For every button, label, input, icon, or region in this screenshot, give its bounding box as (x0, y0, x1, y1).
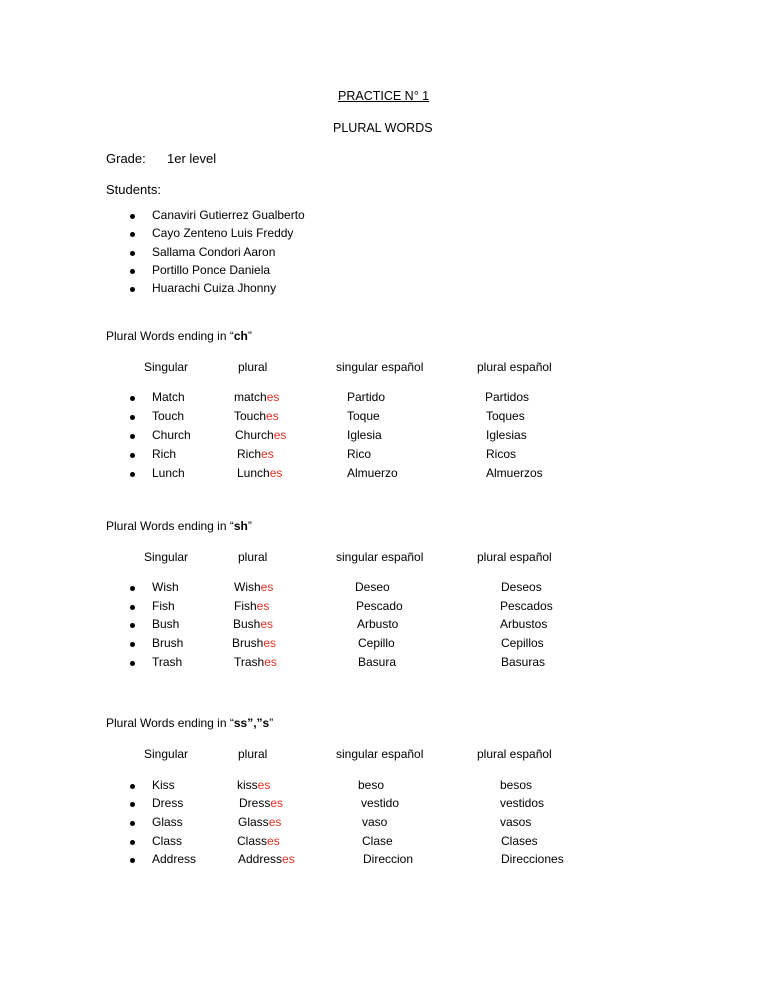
bullet-icon (130, 232, 135, 237)
word-singular: Dress (152, 796, 184, 810)
section-title-ending: sh (233, 519, 248, 533)
word-plural (233, 617, 273, 631)
word-plural-es: Clases (501, 834, 538, 848)
word-singular-es: Rico (347, 447, 372, 461)
column-header-singular-es: singular español (336, 550, 424, 564)
word-plural (234, 390, 279, 404)
word-plural-es: Toques (486, 409, 525, 423)
plural-ending: es (269, 466, 283, 480)
section-title (106, 329, 252, 343)
word-plural (234, 409, 279, 423)
bullet-icon (130, 605, 135, 610)
word-plural (238, 852, 295, 866)
plural-stem: Trash (234, 655, 265, 669)
word-singular-es: beso (358, 778, 385, 792)
word-singular: Kiss (152, 778, 175, 792)
column-header-plural-es: plural español (477, 360, 552, 374)
plural-ending: es (266, 390, 280, 404)
student-name: Huarachi Cuiza Jhonny (152, 281, 277, 295)
word-plural (234, 655, 277, 669)
topic-title: PLURAL WORDS (333, 121, 433, 135)
word-plural-es: Basuras (501, 655, 546, 669)
bullet-icon (130, 642, 135, 647)
word-singular: Rich (152, 447, 177, 461)
word-plural (237, 834, 280, 848)
practice-title: PRACTICE N° 1 (338, 89, 430, 103)
section-title-suffix: ” (269, 716, 274, 730)
column-header-plural-es: plural español (477, 747, 552, 761)
plural-stem: Class (237, 834, 268, 848)
plural-ending: es (256, 599, 270, 613)
plural-ending: es (282, 852, 295, 866)
word-plural-es: Direcciones (501, 852, 564, 866)
word-singular-es: Cepillo (358, 636, 395, 650)
word-singular-es: vestido (361, 796, 400, 810)
word-singular-es: Almuerzo (347, 466, 398, 480)
student-name: Cayo Zenteno Luis Freddy (152, 226, 294, 240)
word-plural-es: Pescados (500, 599, 553, 613)
plural-stem: Church (235, 428, 274, 442)
bullet-icon (130, 858, 135, 863)
word-singular: Address (152, 852, 197, 866)
plural-ending: es (268, 815, 282, 829)
students-label: Students: (106, 182, 161, 197)
word-singular: Fish (152, 599, 175, 613)
word-singular-es: vaso (362, 815, 388, 829)
bullet-icon (130, 396, 135, 401)
bullet-icon (130, 269, 135, 274)
section-title-ending: ch (233, 329, 248, 343)
section-title (106, 716, 273, 730)
column-header-plural-es: plural español (477, 550, 552, 564)
student-name: Canaviri Gutierrez Gualberto (152, 208, 305, 222)
plural-stem: Address (238, 852, 283, 866)
plural-stem: Dress (239, 796, 271, 810)
student-name: Sallama Condori Aaron (152, 245, 276, 259)
word-plural-es: Deseos (501, 580, 542, 594)
section-title-prefix: Plural Words ending in “ (106, 329, 234, 343)
bullet-icon (130, 214, 135, 219)
word-plural (239, 796, 283, 810)
word-singular: Class (152, 834, 183, 848)
grade-label: Grade: (106, 151, 146, 166)
bullet-icon (130, 784, 135, 789)
bullet-icon (130, 821, 135, 826)
section-title (106, 519, 252, 533)
word-plural-es: Arbustos (500, 617, 548, 631)
word-plural-es: Almuerzos (486, 466, 543, 480)
word-plural (234, 599, 269, 613)
word-plural (234, 580, 273, 594)
plural-ending: es (260, 580, 274, 594)
plural-stem: Bush (233, 617, 261, 631)
word-plural-es: Iglesias (486, 428, 527, 442)
word-plural-es: Cepillos (501, 636, 544, 650)
word-plural (237, 778, 270, 792)
bullet-icon (130, 251, 135, 256)
bullet-icon (130, 661, 135, 666)
bullet-icon (130, 586, 135, 591)
plural-ending: es (270, 796, 284, 810)
bullet-icon (130, 840, 135, 845)
column-header-singular: Singular (144, 747, 189, 761)
plural-stem: Rich (237, 447, 262, 461)
word-singular-es: Basura (358, 655, 397, 669)
word-singular: Match (152, 390, 185, 404)
word-plural (237, 447, 274, 461)
bullet-icon (130, 623, 135, 628)
word-singular-es: Clase (362, 834, 393, 848)
word-plural (237, 466, 282, 480)
column-header-singular-es: singular español (336, 360, 424, 374)
bullet-icon (130, 472, 135, 477)
word-singular-es: Partido (347, 390, 386, 404)
word-singular: Brush (152, 636, 184, 650)
bullet-icon (130, 415, 135, 420)
column-header-singular: Singular (144, 550, 189, 564)
word-singular: Lunch (152, 466, 185, 480)
plural-stem: Brush (232, 636, 264, 650)
word-singular-es: Direccion (363, 852, 414, 866)
word-singular: Trash (152, 655, 183, 669)
word-singular: Church (152, 428, 191, 442)
plural-ending: es (261, 447, 274, 461)
column-header-plural: plural (238, 747, 268, 761)
word-singular-es: Arbusto (357, 617, 399, 631)
plural-stem: Glass (238, 815, 269, 829)
column-header-plural: plural (238, 360, 268, 374)
plural-ending: es (273, 428, 287, 442)
section-title-prefix: Plural Words ending in “ (106, 519, 234, 533)
column-header-singular: Singular (144, 360, 189, 374)
bullet-icon (130, 434, 135, 439)
plural-ending: es (260, 617, 274, 631)
word-singular: Wish (152, 580, 179, 594)
plural-stem: Touch (234, 409, 267, 423)
word-singular: Glass (152, 815, 183, 829)
word-singular: Bush (152, 617, 180, 631)
bullet-icon (130, 802, 135, 807)
plural-ending: es (266, 409, 279, 423)
word-plural (232, 636, 276, 650)
word-plural-es: vasos (500, 815, 532, 829)
grade-value: 1er level (167, 151, 217, 166)
plural-stem: kiss (237, 778, 258, 792)
plural-ending: es (257, 778, 271, 792)
plural-ending: es (267, 834, 280, 848)
column-header-singular-es: singular español (336, 747, 424, 761)
student-name: Portillo Ponce Daniela (152, 263, 271, 277)
plural-stem: Lunch (237, 466, 270, 480)
plural-stem: Wish (234, 580, 261, 594)
bullet-icon (130, 453, 135, 458)
word-plural-es: vestidos (500, 796, 545, 810)
word-singular: Touch (152, 409, 185, 423)
word-plural (235, 428, 286, 442)
plural-stem: match (234, 390, 267, 404)
plural-stem: Fish (234, 599, 257, 613)
word-singular-es: Deseo (355, 580, 390, 594)
word-plural-es: Ricos (486, 447, 517, 461)
word-plural-es: besos (500, 778, 533, 792)
column-header-plural: plural (238, 550, 268, 564)
word-singular-es: Pescado (356, 599, 403, 613)
bullet-icon (130, 287, 135, 292)
word-singular-es: Iglesia (347, 428, 382, 442)
plural-ending: es (263, 636, 277, 650)
section-title-suffix: ” (247, 519, 252, 533)
section-title-suffix: ” (247, 329, 252, 343)
word-plural (238, 815, 281, 829)
word-singular-es: Toque (347, 409, 380, 423)
section-title-ending: ss”,”s (233, 716, 270, 730)
section-title-prefix: Plural Words ending in “ (106, 716, 234, 730)
word-plural-es: Partidos (485, 390, 530, 404)
plural-ending: es (264, 655, 277, 669)
